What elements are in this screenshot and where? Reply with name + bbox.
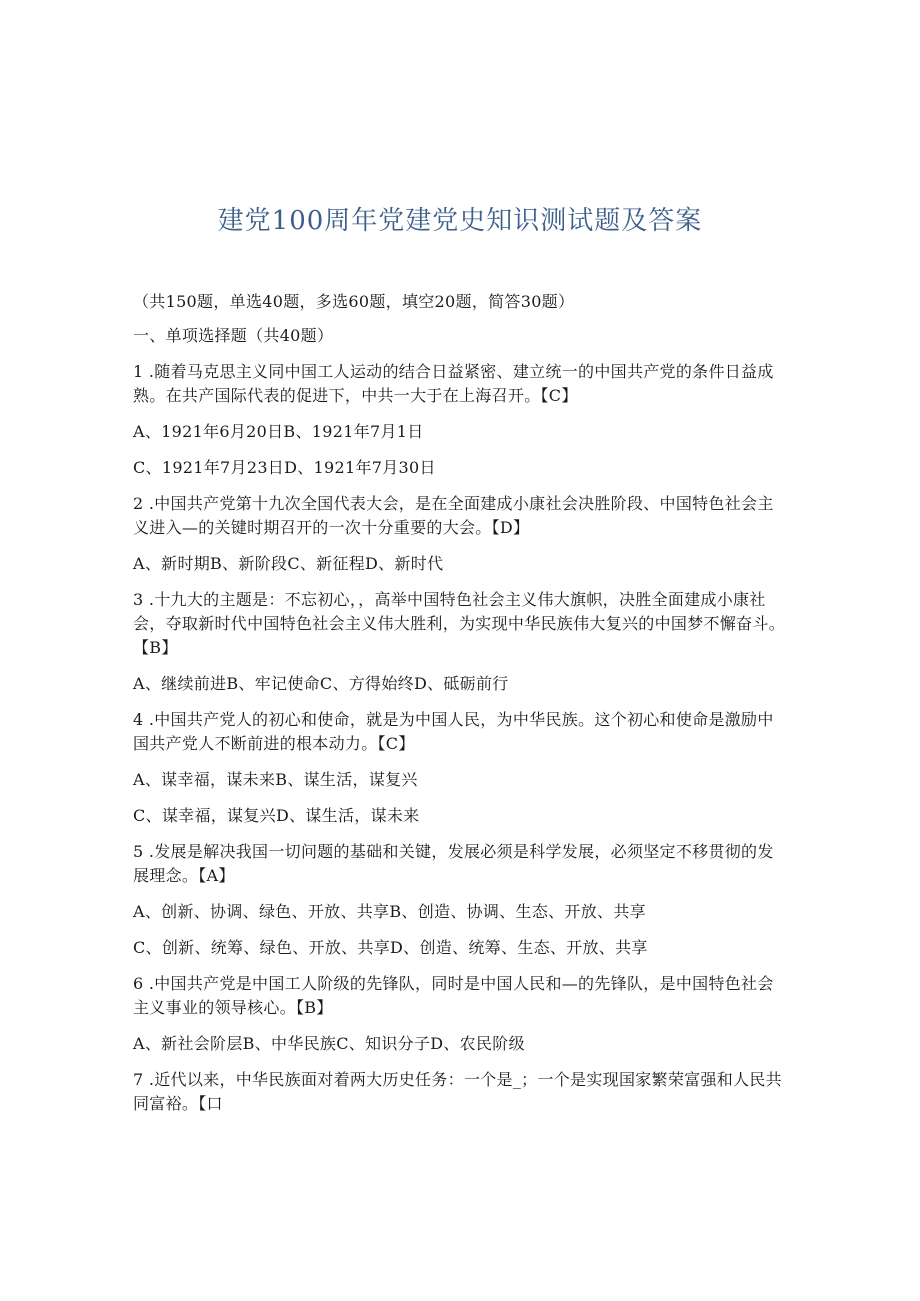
question-7: 7 .近代以来，中华民族面对着两大历史任务：一个是_；一个是实现国家繁荣富强和人民共同富裕。【口 [133, 1070, 782, 1113]
question-1-options-cd: C、1921年7月23日D、1921年7月30日 [133, 458, 436, 477]
intro-text: （共150题，单选40题，多选60题，填空20题，简答30题） [133, 292, 575, 311]
question-6: 6 .中国共产党是中国工人阶级的先锋队，同时是中国人民和—的先锋队，是中国特色社会主义事业的领导核心。【B】 [133, 974, 774, 1017]
question-1: 1 .随着马克思主义同中国工人运动的结合日益紧密、建立统一的中国共产党的条件日益成熟。在共产国际代表的促进下，中共一大于在上海召开。【C】 [133, 362, 774, 405]
question-4: 4 .中国共产党人的初心和使命，就是为中国人民，为中华民族。这个初心和使命是激励中国共产党人不断前进的根本动力。【C】 [133, 710, 774, 753]
document-body [133, 290, 788, 1128]
document-title: 建党100周年党建党史知识测试题及答案 [217, 206, 703, 236]
question-1-options-ab: A、1921年6月20日B、1921年7月1日 [133, 422, 424, 441]
question-2-options: A、新时期B、新阶段C、新征程D、新时代 [133, 554, 444, 573]
question-5-options-cd: C、创新、统筹、绿色、开放、共享D、创造、统筹、生态、开放、共享 [133, 938, 648, 957]
question-6-options: A、新社会阶层B、中华民族C、知识分子D、农民阶级 [133, 1034, 525, 1053]
question-4-options-cd: C、谋幸福，谋复兴D、谋生活，谋未来 [133, 806, 420, 825]
question-3: 3 .十九大的主题是：不忘初心，，高举中国特色社会主义伟大旗帜，决胜全面建成小康社会，夺取新时代中国特色社会主义伟大胜利，为实现中华民族伟大复兴的中国梦不懈奋斗。【B】 [133, 590, 786, 657]
question-2: 2 .中国共产党第十九次全国代表大会，是在全面建成小康社会决胜阶段、中国特色社会主义进入—的关键时期召开的一次十分重要的大会。【D】 [133, 494, 774, 537]
section-heading: 一、单项选择题（共40题） [133, 326, 334, 345]
question-4-options-ab: A、谋幸福，谋未来B、谋生活，谋复兴 [133, 770, 418, 789]
question-3-options: A、继续前进B、牢记使命C、方得始终D、砥砺前行 [133, 674, 509, 693]
question-5-options-ab: A、创新、协调、绿色、开放、共享B、创造、协调、生态、开放、共享 [133, 902, 646, 921]
question-5: 5 .发展是解决我国一切问题的基础和关键，发展必须是科学发展，必须坚定不移贯彻的发展理念。【A】 [133, 842, 774, 885]
